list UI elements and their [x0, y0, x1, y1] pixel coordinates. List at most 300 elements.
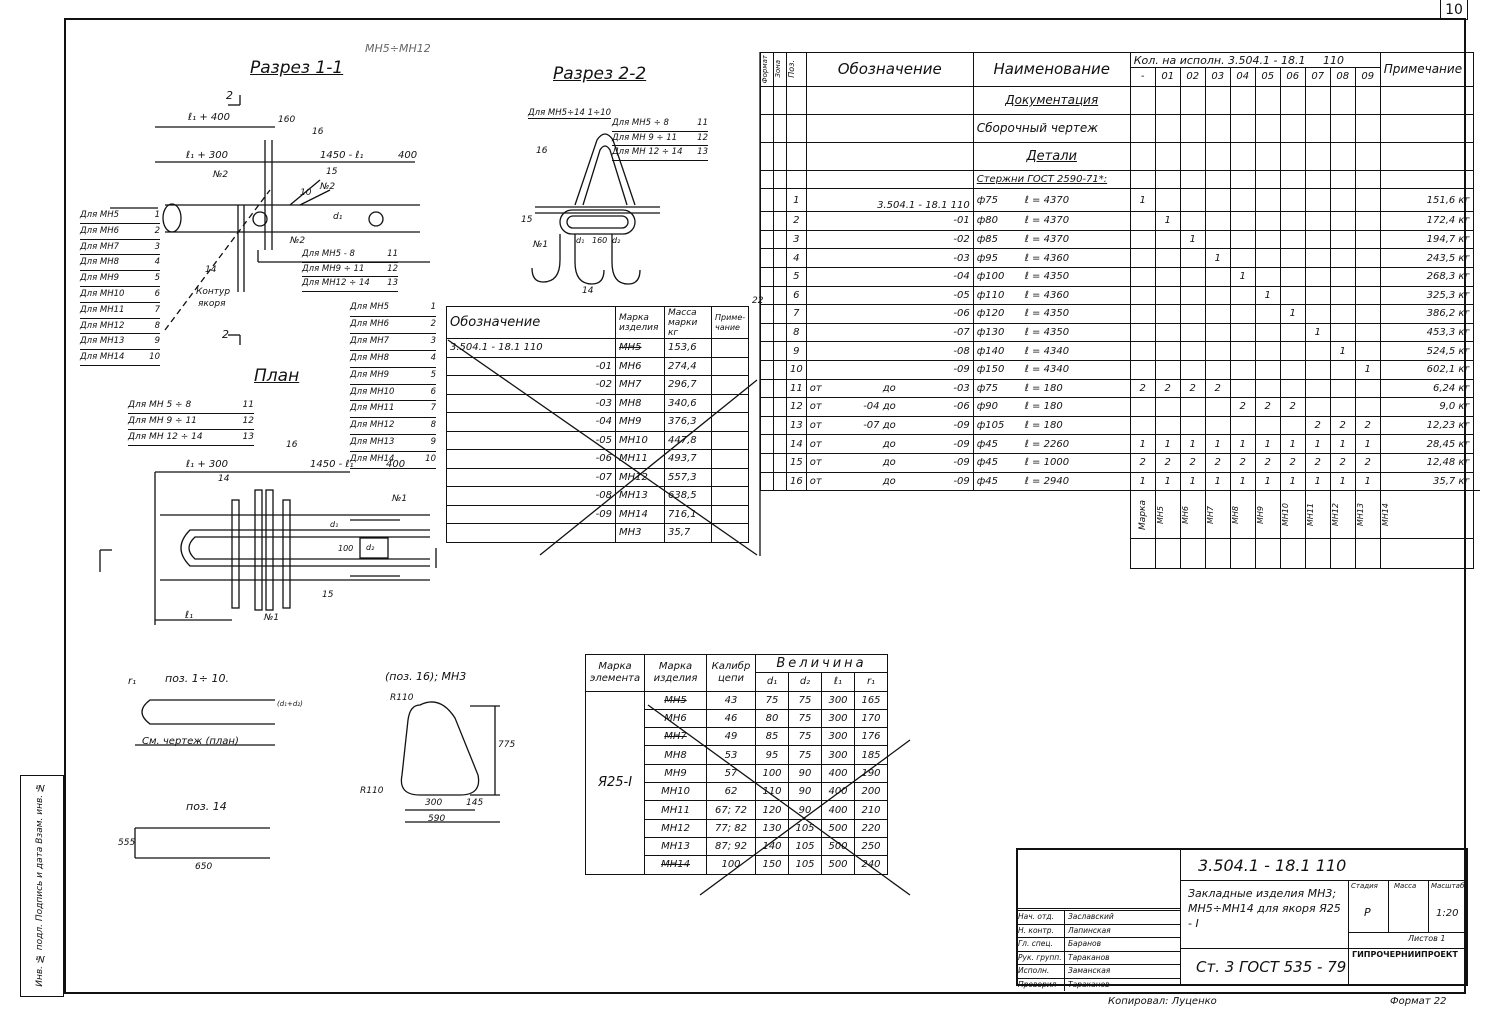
sizes-val: 130 — [756, 819, 789, 837]
footer-copied: Копировал: Луценко — [1108, 996, 1217, 1007]
table-row — [761, 267, 1480, 286]
spec-qty: 2 — [1255, 453, 1280, 472]
spec-qty — [1205, 360, 1230, 379]
spec-note: 35,7 кг — [1380, 472, 1473, 491]
spec-qty — [1255, 267, 1280, 286]
marks-table — [446, 306, 749, 543]
spec-qty — [1205, 267, 1230, 286]
spec-qty — [1355, 189, 1380, 212]
tb-person: Проверил Тараканов — [1018, 978, 1180, 992]
spec-qty: 1 — [1230, 435, 1255, 454]
plan-label-16: 16 — [286, 440, 298, 450]
spec-qty — [1230, 212, 1255, 231]
spec-qty: 2 — [1255, 398, 1280, 417]
spec-qty: 2 — [1130, 379, 1155, 398]
spec-qty: 1 — [1205, 435, 1230, 454]
mark-col: МН10 — [1280, 503, 1290, 527]
spec-name: ф95 ℓ = 4360 — [973, 249, 1130, 268]
sizes-val: 90 — [789, 783, 822, 801]
spec-qty: 1 — [1130, 435, 1155, 454]
sizes-val: 75 — [756, 691, 789, 709]
spec-name: ф80 ℓ = 4370 — [973, 212, 1130, 231]
spec-qty: 2 — [1355, 416, 1380, 435]
spec-h-note: Примечание — [1380, 53, 1473, 87]
sheet-number: 10 — [1440, 0, 1468, 20]
sizes-cal: 49 — [707, 728, 756, 746]
list-item: Для МН 9 ÷ 11 12 — [128, 414, 254, 430]
sizes-item: МН14 — [645, 856, 707, 874]
spec-qty — [1255, 189, 1280, 212]
spec-qty — [1280, 267, 1305, 286]
label-15: 15 — [326, 167, 338, 177]
spec-qty — [1130, 305, 1155, 324]
spec-code: 3.504.1 - 18.1 110 — [806, 189, 973, 212]
spec-qty: 1 — [1205, 249, 1230, 268]
list-item: Для МН14 10 — [350, 452, 436, 469]
spec-h-zone: Зона — [774, 60, 782, 79]
table-row — [586, 691, 888, 709]
spec-qty — [1255, 305, 1280, 324]
sizes-element: Я25-I — [586, 691, 645, 874]
spec-pos: 13 — [787, 416, 807, 435]
spec-pos: 4 — [787, 249, 807, 268]
sizes-cal: 57 — [707, 764, 756, 782]
sizes-val: 240 — [855, 856, 888, 874]
spec-qty — [1330, 267, 1355, 286]
sizes-sub-d1: d₁ — [756, 673, 789, 691]
spec-pos: 3 — [787, 230, 807, 249]
table-row — [761, 379, 1480, 398]
spec-qty — [1280, 416, 1305, 435]
tb-mass-label: Масса — [1394, 882, 1417, 890]
tb-org: ГИПРОЧЕРНИИПРОЕКТ — [1352, 950, 1458, 959]
spec-h-format: Формат — [761, 55, 769, 84]
spec-name: ф45 ℓ = 2940 — [973, 472, 1130, 491]
spec-qty: 2 — [1155, 379, 1180, 398]
plan-label-15: 15 — [322, 590, 334, 600]
list-item: Для МН7 3 — [80, 240, 160, 256]
spec-qty: 1 — [1305, 323, 1330, 342]
list-item: Для МН 9 ÷ 11 12 — [612, 132, 708, 147]
spec-qty — [1155, 342, 1180, 361]
spec-qty: 2 — [1355, 453, 1380, 472]
label-10: 10 — [300, 188, 312, 198]
list-item: Для МН10 6 — [80, 287, 160, 303]
list-item: Для МН11 7 — [80, 303, 160, 319]
spec-pos: 12 — [787, 398, 807, 417]
spec-qty — [1180, 189, 1205, 212]
spec-qty — [1130, 286, 1155, 305]
spec-qty — [1255, 323, 1280, 342]
detail-see-plan: См. чертеж (план) — [142, 736, 239, 747]
spec-qty — [1305, 267, 1330, 286]
spec-note: 268,3 кг — [1380, 267, 1473, 286]
spec-qty — [1230, 286, 1255, 305]
exec-col: 07 — [1305, 68, 1330, 87]
spec-h-qty: Кол. на исполн. 3.504.1 - 18.1 — [1133, 53, 1306, 67]
sizes-val: 170 — [855, 709, 888, 727]
spec-table — [760, 52, 1480, 569]
title-block — [1016, 848, 1468, 989]
spec-qty: 1 — [1230, 267, 1255, 286]
list-item: Для МН5 1 — [350, 300, 436, 317]
spec-qty — [1155, 305, 1180, 324]
detail-r1: r₁ — [128, 676, 137, 687]
label-d1: d₁ — [333, 212, 343, 222]
plan-dim-l1: ℓ₁ — [185, 610, 194, 621]
spec-name: ф150 ℓ = 4340 — [973, 360, 1130, 379]
spec-qty: 2 — [1305, 416, 1330, 435]
sizes-h-cal: Калибр цепи — [707, 655, 756, 692]
sizes-cal: 77; 82 — [707, 819, 756, 837]
spec-note: 12,23 кг — [1380, 416, 1473, 435]
spec-pos: 5 — [787, 267, 807, 286]
spec-name: ф85 ℓ = 4370 — [973, 230, 1130, 249]
spec-qty — [1180, 416, 1205, 435]
plan-dim-400: 400 — [386, 459, 406, 470]
spec-qty — [1205, 230, 1230, 249]
spec-qty: 1 — [1130, 189, 1155, 212]
spec-qty — [1305, 249, 1330, 268]
spec-qty: 1 — [1330, 472, 1355, 491]
tb-scale-label: Масштаб — [1431, 882, 1465, 890]
contour-label-1: Контур — [196, 287, 231, 297]
spec-qty: 1 — [1330, 342, 1355, 361]
sizes-item: МН9 — [645, 764, 707, 782]
table-row — [761, 323, 1480, 342]
spec-note: 243,5 кг — [1380, 249, 1473, 268]
plan-label-d1: d₁ — [330, 520, 339, 529]
spec-qty — [1130, 342, 1155, 361]
spec-rods: Стержни ГОСТ 2590-71*: — [973, 170, 1130, 189]
spec-qty — [1330, 305, 1355, 324]
s2-label-n1: №1 — [533, 240, 549, 250]
pos-n2-b: №2 — [320, 182, 336, 192]
spec-qty — [1205, 398, 1230, 417]
spec-qty — [1205, 212, 1230, 231]
list-item: Для МН13 9 — [350, 435, 436, 452]
spec-pos: 7 — [787, 305, 807, 324]
table-row — [761, 189, 1480, 212]
list-item: Для МН10 6 — [350, 385, 436, 402]
mark-col: МН6 — [1180, 505, 1190, 524]
table-row — [761, 342, 1480, 361]
spec-qty — [1155, 286, 1180, 305]
sizes-cal: 67; 72 — [707, 801, 756, 819]
spec-qty — [1180, 286, 1205, 305]
spec-qty: 1 — [1280, 305, 1305, 324]
spec-qty — [1180, 342, 1205, 361]
spec-note: 194,7 кг — [1380, 230, 1473, 249]
spec-code: -07 — [806, 323, 973, 342]
table-row — [761, 114, 1480, 142]
spec-qty — [1280, 342, 1305, 361]
spec-qty: 1 — [1255, 435, 1280, 454]
spec-qty: 2 — [1130, 453, 1155, 472]
spec-qty — [1130, 249, 1155, 268]
spec-qty — [1280, 212, 1305, 231]
spec-name: ф45 ℓ = 1000 — [973, 453, 1130, 472]
tb-stage: Р — [1364, 906, 1371, 919]
spec-name: ф100 ℓ = 4350 — [973, 267, 1130, 286]
table-row: МН3 35,7 — [447, 524, 749, 543]
detail-590: 590 — [428, 814, 446, 824]
spec-qty: 1 — [1280, 472, 1305, 491]
table-row: -05 МН10 447,8 — [447, 431, 749, 450]
sizes-val: 500 — [822, 856, 855, 874]
spec-qty: 2 — [1280, 453, 1305, 472]
detail-pos14-555: 555 — [118, 838, 136, 848]
detail-pos14: поз. 14 — [186, 800, 227, 813]
sizes-val: 300 — [822, 709, 855, 727]
exec-col: 05 — [1255, 68, 1280, 87]
sizes-val: 105 — [789, 856, 822, 874]
spec-qty — [1255, 230, 1280, 249]
sizes-item: МН6 — [645, 709, 707, 727]
spec-qty: 1 — [1155, 435, 1180, 454]
spec-pos: 15 — [787, 453, 807, 472]
spec-qty: 1 — [1330, 435, 1355, 454]
sizes-val: 210 — [855, 801, 888, 819]
spec-qty — [1280, 360, 1305, 379]
spec-qty — [1330, 212, 1355, 231]
spec-qty — [1130, 267, 1155, 286]
spec-name: ф45 ℓ = 2260 — [973, 435, 1130, 454]
section2-list — [612, 117, 708, 161]
table-row — [761, 472, 1480, 491]
spec-qty: 1 — [1205, 472, 1230, 491]
plan-label-n1-a: №1 — [392, 494, 408, 504]
sizes-val: 95 — [756, 746, 789, 764]
sizes-item: МН11 — [645, 801, 707, 819]
plan-label-100: 100 — [338, 544, 354, 553]
spec-note: 524,5 кг — [1380, 342, 1473, 361]
spec-qty: 2 — [1330, 453, 1355, 472]
spec-qty — [1130, 398, 1155, 417]
sizes-h-item: Марка изделия — [645, 655, 707, 692]
spec-name: ф120 ℓ = 4350 — [973, 305, 1130, 324]
spec-qty — [1180, 305, 1205, 324]
spec-qty — [1155, 249, 1180, 268]
spec-qty: 1 — [1155, 212, 1180, 231]
spec-qty — [1155, 360, 1180, 379]
table-row — [761, 170, 1480, 189]
sizes-item: МН12 — [645, 819, 707, 837]
list-item: Для МН5 - 8 11 — [302, 248, 398, 263]
spec-qty — [1155, 416, 1180, 435]
spec-qty — [1130, 212, 1155, 231]
spec-name: ф105 ℓ = 180 — [973, 416, 1130, 435]
spec-qty — [1280, 286, 1305, 305]
mark-col: МН9 — [1255, 505, 1265, 524]
sizes-val: 105 — [789, 837, 822, 855]
sizes-val: 100 — [756, 764, 789, 782]
spec-qty — [1330, 379, 1355, 398]
tb-person: Нач. отд. Заславский — [1018, 910, 1180, 924]
spec-qty: 2 — [1280, 398, 1305, 417]
spec-qty — [1330, 360, 1355, 379]
middle-list — [350, 300, 436, 469]
exec-col: 03 — [1205, 68, 1230, 87]
spec-qty — [1355, 342, 1380, 361]
label-14: 14 — [205, 265, 217, 275]
spec-qty — [1155, 323, 1180, 342]
spec-qty — [1205, 305, 1230, 324]
list-item: Для МН9 5 — [350, 368, 436, 385]
sizes-item: МН5 — [645, 691, 707, 709]
spec-qty — [1305, 342, 1330, 361]
spec-qty — [1280, 230, 1305, 249]
spec-note: 325,3 кг — [1380, 286, 1473, 305]
sizes-cal: 53 — [707, 746, 756, 764]
table-row — [761, 435, 1480, 454]
contour-label-2: якоря — [198, 299, 226, 309]
list-item: Для МН 5 ÷ 8 11 — [128, 398, 254, 414]
section-2-title: Разрез 2-2 — [553, 64, 647, 84]
spec-code: от -07 до -09 — [806, 416, 973, 435]
spec-qty — [1155, 189, 1180, 212]
sizes-val: 300 — [822, 728, 855, 746]
plan-list — [128, 398, 254, 446]
spec-code: от -04 до -06 — [806, 398, 973, 417]
spec-docs: Документация — [973, 86, 1130, 114]
spec-qty: 1 — [1355, 472, 1380, 491]
mark-col: МН13 — [1355, 503, 1365, 527]
table-row — [761, 142, 1480, 170]
spec-qty: 1 — [1255, 286, 1280, 305]
spec-mark-label: Марка — [1137, 499, 1148, 530]
spec-note: 453,3 кг — [1380, 323, 1473, 342]
list-item: Для МН13 9 — [80, 334, 160, 350]
sizes-val: 140 — [756, 837, 789, 855]
detail-775: 775 — [498, 740, 516, 750]
spec-qty — [1255, 360, 1280, 379]
spec-h-pos: Поз. — [787, 60, 796, 79]
spec-qty — [1330, 286, 1355, 305]
spec-h-name: Наименование — [973, 53, 1130, 87]
spec-qty — [1205, 189, 1230, 212]
spec-qty — [1280, 379, 1305, 398]
spec-qty — [1255, 379, 1280, 398]
sizes-val: 400 — [822, 764, 855, 782]
detail-300: 300 — [425, 798, 443, 808]
sizes-val: 250 — [855, 837, 888, 855]
table-row: -08 МН13 638,5 — [447, 487, 749, 506]
spec-name: ф75 ℓ = 180 — [973, 379, 1130, 398]
plan-dim-l1-300: ℓ₁ + 300 — [186, 459, 228, 470]
mark-col: МН8 — [1230, 505, 1240, 524]
sizes-val: 500 — [822, 819, 855, 837]
section1-left-list — [80, 208, 160, 366]
marks-h-mark: Марка изделия — [616, 307, 665, 339]
plan-dim-1450: 1450 - ℓ₁ — [310, 459, 354, 470]
table-row: 3.504.1 - 18.1 110 МН5 153,6 — [447, 339, 749, 358]
list-item: Для МН6 2 — [80, 224, 160, 240]
label-16: 16 — [312, 127, 324, 137]
plan-title: План — [254, 366, 300, 386]
spec-qty: 1 — [1155, 472, 1180, 491]
spec-assembly: Сборочный чертеж — [973, 114, 1130, 142]
mark-col: МН14 — [1380, 503, 1390, 527]
spec-qty — [1305, 286, 1330, 305]
spec-qty — [1255, 249, 1280, 268]
table-row — [761, 453, 1480, 472]
sizes-val: 400 — [822, 783, 855, 801]
spec-qty — [1305, 230, 1330, 249]
spec-qty — [1330, 189, 1355, 212]
mark-col: МН5 — [1155, 505, 1165, 524]
table-row — [761, 360, 1480, 379]
dim-l1-400: ℓ₁ + 400 — [188, 112, 230, 123]
spec-qty — [1330, 323, 1355, 342]
table-row — [761, 212, 1480, 231]
spec-name: ф110 ℓ = 4360 — [973, 286, 1130, 305]
spec-pos: 16 — [787, 472, 807, 491]
spec-code: -03 — [806, 249, 973, 268]
spec-pos: 1 — [787, 189, 807, 212]
sizes-val: 176 — [855, 728, 888, 746]
table-row: -03 МН8 340,6 — [447, 394, 749, 413]
detail-pos16: (поз. 16); МН3 — [385, 670, 467, 683]
spec-name: ф75 ℓ = 4370 — [973, 189, 1130, 212]
list-item: Для МН8 4 — [80, 255, 160, 271]
spec-code: -05 — [806, 286, 973, 305]
exec-col: - — [1130, 68, 1155, 87]
spec-qty — [1180, 267, 1205, 286]
table-row — [761, 230, 1480, 249]
spec-note: 6,24 кг — [1380, 379, 1473, 398]
table-row — [761, 305, 1480, 324]
table-row — [761, 398, 1480, 417]
spec-qty: 1 — [1305, 472, 1330, 491]
spec-qty — [1180, 212, 1205, 231]
spec-qty — [1330, 230, 1355, 249]
spec-name: ф140 ℓ = 4340 — [973, 342, 1130, 361]
plan-label-d2: d₂ — [366, 543, 375, 552]
detail-r110-b: R110 — [360, 786, 384, 796]
spec-qty — [1330, 249, 1355, 268]
spec-qty: 1 — [1180, 435, 1205, 454]
sizes-cal: 46 — [707, 709, 756, 727]
spec-qty — [1305, 398, 1330, 417]
sizes-sub-r1: r₁ — [855, 673, 888, 691]
spec-code: от до -03 — [806, 379, 973, 398]
spec-pos: 8 — [787, 323, 807, 342]
sizes-val: 300 — [822, 691, 855, 709]
table-row: -02 МН7 296,7 — [447, 376, 749, 395]
detail-145: 145 — [466, 798, 484, 808]
mark-col: МН12 — [1330, 503, 1340, 527]
spec-qty — [1355, 212, 1380, 231]
tb-scale: 1:20 — [1436, 908, 1459, 919]
spec-qty — [1180, 398, 1205, 417]
spec-qty — [1130, 323, 1155, 342]
spec-qty — [1355, 249, 1380, 268]
spec-code: -06 — [806, 305, 973, 324]
sizes-val: 90 — [789, 764, 822, 782]
spec-qty: 1 — [1355, 435, 1380, 454]
mark-col: МН7 — [1205, 505, 1215, 524]
s2-label-14: 14 — [582, 286, 594, 296]
sizes-cal: 62 — [707, 783, 756, 801]
spec-note: 602,1 кг — [1380, 360, 1473, 379]
detail-pos1-10: поз. 1÷ 10. — [165, 672, 229, 685]
sizes-sub-l1: ℓ₁ — [822, 673, 855, 691]
dim-400: 400 — [398, 150, 418, 161]
tb-person: Н. контр. Лапинская — [1018, 924, 1180, 938]
spec-qty — [1155, 230, 1180, 249]
plan-label-n1-b: №1 — [264, 613, 280, 623]
